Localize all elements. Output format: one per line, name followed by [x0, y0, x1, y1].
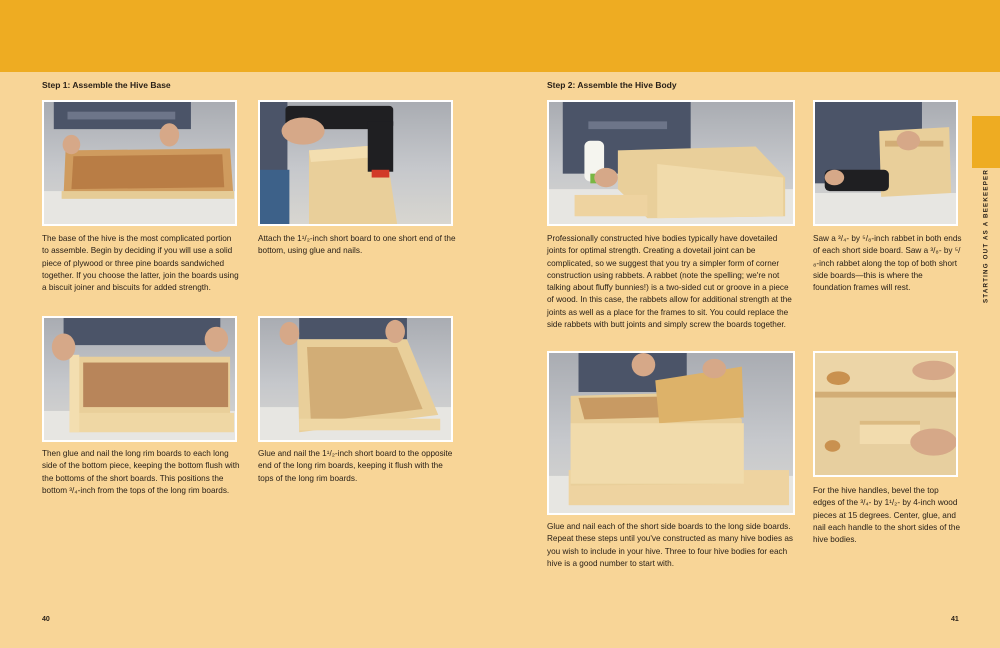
chapter-tab: [972, 116, 1000, 168]
nail-gun-photo: [258, 100, 453, 226]
hive-base-plywood-photo: [42, 100, 237, 226]
step-1-caption-4: Glue and nail the 1¹/₂-inch short board to the opposite end of the long rim boards, keeping it flush with the tops of the long rim boards.: [258, 449, 453, 483]
step-2-title: Step 2: Assemble the Hive Body: [547, 80, 677, 90]
saw-rabbet-photo: [813, 100, 958, 226]
header-band: [0, 0, 1000, 72]
step-1-title: Step 1: Assemble the Hive Base: [42, 80, 171, 90]
step-1-caption-3: Then glue and nail the long rim boards to each long side of the bottom piece, keeping the bottom flush with the bottoms of the short boards. This positions the bottom ³/₄-inch from the tops of the long rim boards.: [42, 449, 240, 495]
rim-boards-photo: [42, 316, 237, 442]
step-1-caption-1: The base of the hive is the most complicated portion to assemble. Begin by deciding if you will use a solid piece of plywood or three pine boards sandwiched together. If you choose the latter, join the boards using a biscuit joiner and biscuits for added strength.: [42, 234, 239, 293]
glue-dovetail-photo: [547, 100, 795, 226]
step-2-caption-2: Saw a ³/₄- by ⁵/₈-inch rabbet in both ends of each short side board. Saw a ³/₈- by ⁵/₈-inch rabbet along the top of both short side boards—this is where the foundation frames will rest.: [813, 234, 962, 293]
hive-body-frames-photo: [547, 351, 795, 515]
page-number-right: 41: [951, 616, 959, 623]
page-number-left: 40: [42, 616, 50, 623]
section-label: STARTING OUT AS A BEEKEEPER: [982, 168, 990, 304]
step-2-caption-3: Glue and nail each of the short side boards to the long side boards. Repeat these steps until you've constructed as many hive bodies as you wish to include in your hive. Three to four hive bodies for each hive is a good number to start with.: [547, 522, 793, 568]
step-2-caption-4: For the hive handles, bevel the top edges of the ³/₄- by 1¹/₂- by 4-inch wood pieces at 15 degrees. Center, glue, and nail each handle to the short sides of the hive bodies.: [813, 486, 961, 545]
step-1-caption-2: Attach the 1¹/₂-inch short board to one short end of the bottom, using glue and nails.: [258, 234, 456, 256]
short-board-photo: [258, 316, 453, 442]
step-2-caption-1: Professionally constructed hive bodies typically have dovetailed joints for optimal strength. Creating a dovetail joint can be complicated, so we suggest that you try a simpler form of corner construction using rabbets. A rabbet (note the spelling; we're not talking about fluffy bunnies!) is a two-sided cut or groove in a piece of wood. In this case, the rabbets allow for additional strength at the joints as well as a place for the frames to sit. You could replace the side rabbets with butt joints and simply screw the boards together.: [547, 234, 792, 330]
hive-handle-photo: [813, 351, 958, 477]
